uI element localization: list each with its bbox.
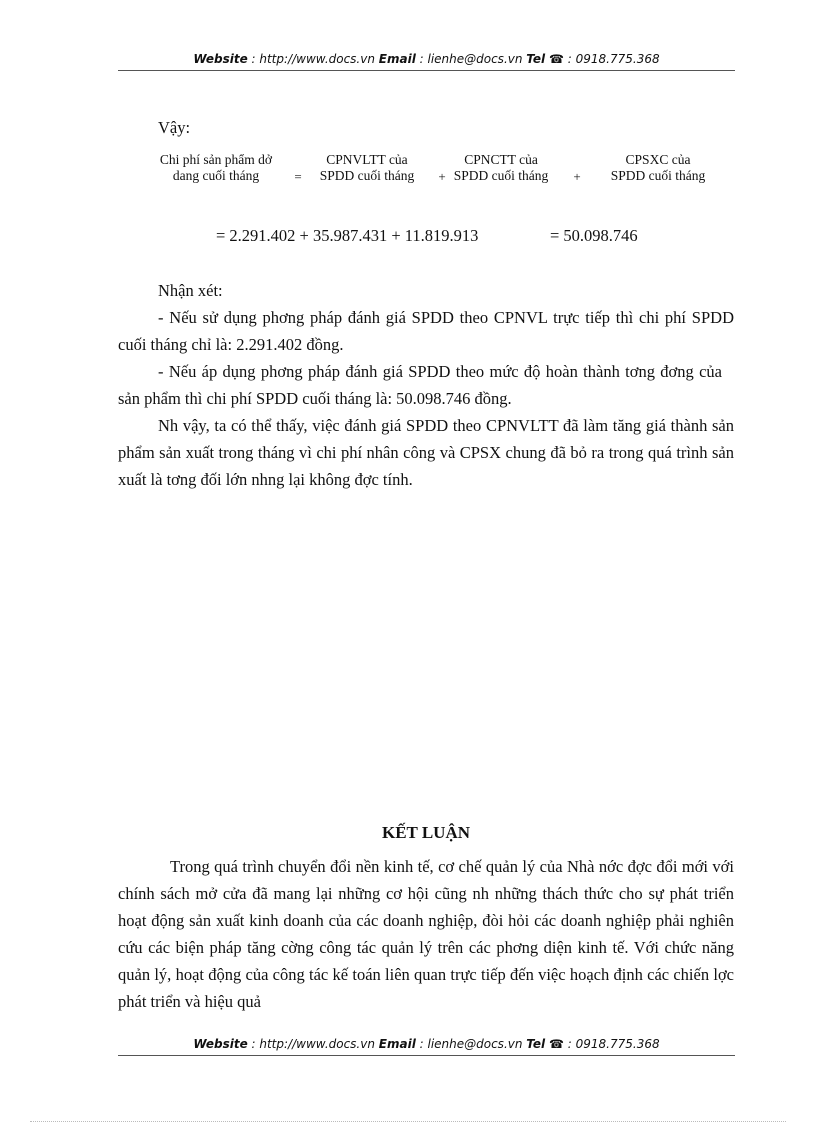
footer-website-label: Website (193, 1037, 248, 1051)
formula-term-cpnvltt: CPNVLTT của SPDD cuối tháng (319, 152, 415, 183)
page-header (118, 52, 735, 66)
tel-label: Tel (526, 52, 546, 66)
nhan-xet-heading: Nhận xét: (158, 281, 223, 300)
footer-tel-label: Tel (526, 1037, 546, 1051)
email-address: : lienhe@docs.vn (415, 52, 527, 66)
email-label: Email (378, 52, 416, 66)
formula-term-cpnctt: CPNCTT của SPDD cuối tháng (453, 152, 549, 183)
conclusion-paragraph: Trong quá trình chuyển đổi nền kinh tế, cơ chế quản lý của Nhà nớc đợc đổi mới với chính sách mở cửa đã mang lại những cơ hội cũng nh những thách thức cho sự phát triển hoạt động sản xuất kinh doanh của các doanh nghiệp, đòi hỏi các doanh nghiệp phải nghiên cứu các biện pháp tăng cờng công tác quản lý trên các phơng diện kinh tế. Với chức năng quản lý, hoạt động của công tác kế toán liên quan trực tiếp đến việc hoạch định các chiến lợc phát triển và hiệu quả (118, 857, 734, 1011)
formula-equals: = (294, 169, 302, 184)
page-edge (30, 1121, 786, 1122)
formula-plus-2: + (573, 169, 581, 184)
equation-result: = 50.098.746 (550, 226, 638, 245)
footer-website-url: : http://www.docs.vn (247, 1037, 379, 1051)
phone-icon: ☎ (549, 52, 564, 66)
equation-sum: = 2.291.402 + 35.987.431 + 11.819.913 (216, 226, 479, 245)
footer-tel-number: : 0918.775.368 (563, 1037, 660, 1051)
footer-email-label: Email (378, 1037, 416, 1051)
remark-paragraph-2: - Nếu áp dụng phơng pháp đánh giá SPDD theo mức độ hoàn thành tơng đơng của sản phẩm thì chi phí SPDD cuối tháng là: 50.098.746 đồng. (118, 362, 722, 408)
footer-phone-icon: ☎ (549, 1037, 564, 1051)
remark-paragraph-3: Nh vậy, ta có thể thấy, việc đánh giá SPDD theo CPNVLTT đã làm tăng giá thành sản phẩm sản xuất trong tháng vì chi phí nhân công và CPSX chung đã bỏ ra trong quá trình sản xuất là tơng đối lớn nhng lại không đợc tính. (118, 416, 734, 489)
conclusion-title: KẾT LUẬN (381, 823, 470, 842)
formula-plus-1: + (438, 169, 446, 184)
page-footer (118, 1037, 735, 1051)
remark-paragraph-1: - Nếu sử dụng phơng pháp đánh giá SPDD theo CPNVL trực tiếp thì chi phí SPDD cuối tháng chỉ là: 2.291.402 đồng. (118, 308, 734, 354)
website-label: Website (193, 52, 248, 66)
formula-term-cpsxc: CPSXC của SPDD cuối tháng (610, 152, 706, 183)
website-url: : http://www.docs.vn (247, 52, 379, 66)
footer-rule (118, 1055, 735, 1056)
footer-email-address: : lienhe@docs.vn (415, 1037, 527, 1051)
vay-label: Vậy: (158, 118, 191, 137)
formula-lhs: Chi phí sản phẩm dở dang cuối tháng (159, 152, 273, 183)
tel-number: : 0918.775.368 (563, 52, 660, 66)
header-rule (118, 70, 735, 71)
